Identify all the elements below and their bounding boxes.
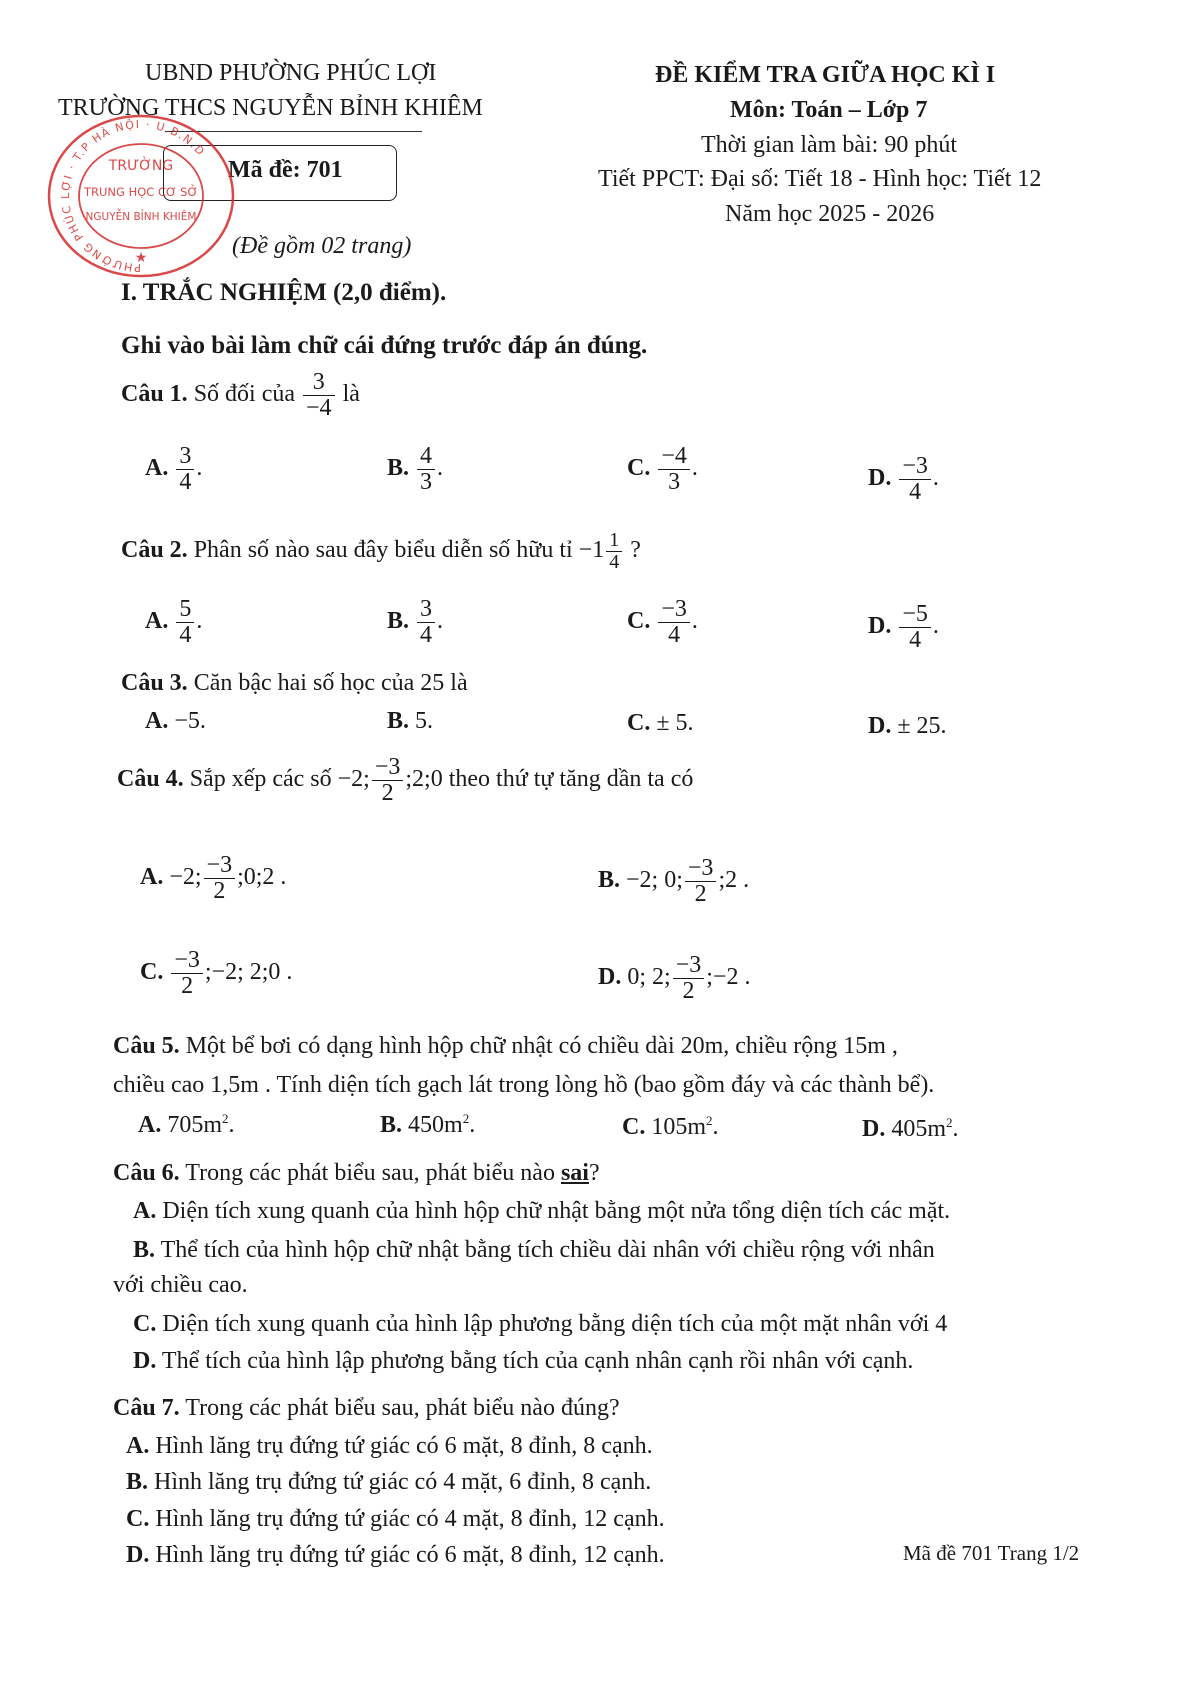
q6-option-d[interactable] xyxy=(133,1348,913,1375)
option-letter: A. xyxy=(145,455,169,482)
q2-suffix: ? xyxy=(630,537,641,564)
q6-option-a[interactable] xyxy=(133,1198,950,1225)
option-post: ;−2 . xyxy=(706,964,751,991)
option-exp: 2 xyxy=(946,1115,953,1130)
option-letter: B. xyxy=(387,455,410,482)
option-den: 4 xyxy=(909,479,922,506)
option-num: −5 xyxy=(899,602,931,628)
q2-label: Câu 2. xyxy=(121,537,188,564)
option-pre: −2; 0; xyxy=(626,867,683,894)
option-letter: D. xyxy=(868,465,892,492)
q2-mixed-whole: −1 xyxy=(578,537,605,564)
q7-text: Trong các phát biểu sau, phát biểu nào đúng? xyxy=(185,1395,620,1421)
option-letter: A. xyxy=(140,864,164,891)
stamp-line3: NGUYỄN BỈNH KHIÊM xyxy=(85,211,197,223)
option-letter: D. xyxy=(598,964,622,991)
q2-option-c[interactable]: C. $\frac{-3}{4}$ . xyxy=(627,596,698,649)
option-post: ;0;2 . xyxy=(237,864,287,891)
q3-option-a[interactable] xyxy=(145,708,206,735)
option-num: −4 xyxy=(658,444,690,470)
option-value: 705m xyxy=(167,1112,223,1138)
option-den: 2 xyxy=(694,881,707,908)
question-4 xyxy=(117,755,693,806)
q4-frac-den: 2 xyxy=(381,780,394,807)
q2-frac-num: 1 xyxy=(606,530,622,552)
stamp-line2: TRUNG HỌC CƠ SỞ xyxy=(84,185,198,199)
q4-seq-pre: −2; xyxy=(337,766,370,793)
option-den: 2 xyxy=(682,978,695,1005)
pages-note: (Đề gồm 02 trang) xyxy=(232,233,412,259)
q1-option-a[interactable]: A. $\frac{3}{4}$ . xyxy=(145,443,203,496)
option-letter: C. xyxy=(133,1311,157,1337)
option-letter: C. xyxy=(627,455,651,482)
q2-option-d[interactable]: D. $\frac{-5}{4}$ . xyxy=(868,601,939,654)
option-end: . xyxy=(712,1114,719,1140)
option-den: 2 xyxy=(213,878,226,905)
q5-label: Câu 5. xyxy=(113,1033,180,1059)
question-2 xyxy=(121,530,641,573)
option-end: . xyxy=(228,1112,235,1138)
q2-text: Phân số nào sau đây biểu diễn số hữu tỉ xyxy=(193,537,573,564)
option-num: 4 xyxy=(417,444,435,470)
option-letter: B. xyxy=(126,1469,149,1495)
q7-label: Câu 7. xyxy=(113,1395,180,1421)
option-letter: D. xyxy=(868,613,892,640)
option-num: 5 xyxy=(176,597,194,623)
subject-line: Môn: Toán – Lớp 7 xyxy=(730,97,928,123)
q7-option-d[interactable] xyxy=(126,1542,665,1569)
option-num: −3 xyxy=(685,856,717,882)
school-year-line: Năm học 2025 - 2026 xyxy=(725,201,935,227)
option-exp: 2 xyxy=(222,1111,229,1126)
option-num: −3 xyxy=(899,454,931,480)
duration-line: Thời gian làm bài: 90 phút xyxy=(701,132,957,158)
q4-suffix: theo thứ tự tăng dần ta có xyxy=(448,766,694,793)
q7-option-a[interactable] xyxy=(126,1433,653,1460)
q3-option-d[interactable] xyxy=(868,713,947,740)
authority-name: UBND PHƯỜNG PHÚC LỢI xyxy=(145,60,437,86)
option-den: 4 xyxy=(179,469,192,496)
option-text: Hình lăng trụ đứng tứ giác có 4 mặt, 8 đỉnh, 12 cạnh. xyxy=(155,1506,665,1532)
q2-option-b[interactable]: B. $\frac{3}{4}$ . xyxy=(387,596,444,649)
q4-label: Câu 4. xyxy=(117,766,184,793)
option-num: −3 xyxy=(204,853,236,879)
q6-option-b[interactable] xyxy=(133,1237,935,1264)
option-value: ± 5. xyxy=(656,710,694,736)
option-text: Thể tích của hình hộp chữ nhật bằng tích chiều dài nhân với chiều rộng với nhân xyxy=(160,1237,935,1263)
q6-label: Câu 6. xyxy=(113,1160,180,1186)
option-num: 3 xyxy=(417,597,435,623)
option-den: 4 xyxy=(668,622,681,649)
q6-text: Trong các phát biểu sau, phát biểu nào xyxy=(185,1160,555,1186)
q4-seq-post: ;2;0 xyxy=(405,766,443,793)
option-pre: 0; 2; xyxy=(627,964,671,991)
q4-option-b[interactable] xyxy=(598,856,749,907)
q5-line2: chiều cao 1,5m . Tính diện tích gạch lát trong lòng hồ (bao gồm đáy và các thành bể). xyxy=(113,1072,935,1098)
q4-text: Sắp xếp các số xyxy=(189,766,332,793)
option-post: ;2 . xyxy=(718,867,750,894)
option-letter: A. xyxy=(133,1198,157,1224)
option-letter: B. xyxy=(380,1112,403,1138)
option-letter: C. xyxy=(126,1506,150,1532)
question-7 xyxy=(113,1395,620,1422)
question-5 xyxy=(113,1033,898,1060)
option-post: ;−2; 2;0 . xyxy=(204,959,293,986)
stamp-ring-text: PHƯỜNG PHÚC LỢI · T.P HÀ NỘI · U.B.N.D xyxy=(59,117,208,275)
option-text: Hình lăng trụ đứng tứ giác có 6 mặt, 8 đỉnh, 8 cạnh. xyxy=(155,1433,653,1459)
q5-option-d[interactable] xyxy=(862,1115,959,1143)
option-text: Hình lăng trụ đứng tứ giác có 4 mặt, 6 đỉnh, 8 cạnh. xyxy=(154,1469,652,1495)
option-exp: 2 xyxy=(706,1113,713,1128)
q1-label: Câu 1. xyxy=(121,381,188,408)
q5-option-c[interactable] xyxy=(622,1113,719,1141)
option-letter: A. xyxy=(126,1433,150,1459)
q7-option-c[interactable] xyxy=(126,1506,665,1533)
question-3 xyxy=(121,670,468,697)
q4-option-d[interactable] xyxy=(598,953,750,1004)
q1-option-b[interactable]: B. $\frac{4}{3}$ . xyxy=(387,443,444,496)
q6-option-b-cont: với chiều cao. xyxy=(113,1272,248,1298)
option-letter: A. xyxy=(138,1112,162,1138)
q5-option-b[interactable] xyxy=(380,1111,475,1139)
option-text: Diện tích xung quanh của hình lập phương bằng diện tích của một mặt nhân với 4 xyxy=(162,1311,948,1337)
q3-option-b[interactable] xyxy=(387,708,433,735)
option-value: 105m xyxy=(651,1114,707,1140)
q1-frac-den: −4 xyxy=(306,395,332,422)
q3-label: Câu 3. xyxy=(121,670,188,696)
option-value: 450m xyxy=(408,1112,463,1138)
q7-option-b[interactable] xyxy=(126,1469,651,1496)
q6-key-word: sai xyxy=(560,1160,589,1186)
option-num: −3 xyxy=(673,953,705,979)
school-name: TRƯỜNG THCS NGUYỄN BỈNH KHIÊM xyxy=(58,95,483,121)
q6-end: ? xyxy=(588,1160,600,1186)
option-den: 4 xyxy=(179,622,192,649)
q5-option-a[interactable] xyxy=(138,1111,235,1139)
option-exp: 2 xyxy=(462,1111,470,1126)
q1-suffix: là xyxy=(342,381,360,408)
option-letter: A. xyxy=(145,708,169,734)
option-value: 405m xyxy=(891,1116,947,1142)
q2-frac-den: 4 xyxy=(609,551,620,573)
option-den: 4 xyxy=(420,622,433,649)
section-instruction: Ghi vào bài làm chữ cái đứng trước đáp án đúng. xyxy=(121,332,648,359)
option-num: 3 xyxy=(176,444,194,470)
option-letter: D. xyxy=(126,1542,150,1568)
question-1 xyxy=(121,370,360,421)
q4-frac-num: −3 xyxy=(372,755,404,781)
q2-option-a[interactable]: A. $\frac{5}{4}$ . xyxy=(145,596,203,649)
q1-text: Số đối của xyxy=(193,381,296,408)
option-letter: C. xyxy=(627,608,651,635)
option-text: Hình lăng trụ đứng tứ giác có 6 mặt, 8 đỉnh, 12 cạnh. xyxy=(155,1542,665,1568)
option-value: ± 25. xyxy=(897,713,947,739)
page-footer: Mã đề 701 Trang 1/2 xyxy=(903,1541,1080,1565)
option-den: 2 xyxy=(181,973,194,1000)
option-num: −3 xyxy=(171,948,203,974)
stamp-star-icon: ★ xyxy=(134,250,148,266)
exam-title: ĐỀ KIỂM TRA GIỮA HỌC KÌ I xyxy=(655,62,996,88)
option-den: 3 xyxy=(420,469,433,496)
option-letter: B. xyxy=(387,708,410,734)
option-letter: D. xyxy=(868,713,892,739)
option-letter: C. xyxy=(622,1114,646,1140)
q5-line1: Một bể bơi có dạng hình hộp chữ nhật có chiều dài 20m, chiều rộng 15m , xyxy=(185,1033,898,1059)
option-end: . xyxy=(469,1112,476,1138)
q1-option-c[interactable]: C. $\frac{-4}{3}$ . xyxy=(627,443,698,496)
ppct-line: Tiết PPCT: Đại số: Tiết 18 - Hình học: Tiết 12 xyxy=(598,166,1042,192)
q1-option-d[interactable]: D. $\frac{-3}{4}$ . xyxy=(868,453,939,506)
option-letter: B. xyxy=(387,608,410,635)
q4-option-c[interactable] xyxy=(140,948,292,999)
option-letter: D. xyxy=(862,1116,886,1142)
stamp-line1: TRƯỜNG xyxy=(108,158,174,174)
option-den: 3 xyxy=(668,469,681,496)
q6-option-c[interactable] xyxy=(133,1311,947,1338)
option-letter: A. xyxy=(145,608,169,635)
option-num: −3 xyxy=(658,597,690,623)
exam-code: Mã đề: 701 xyxy=(228,157,343,183)
q3-text: Căn bậc hai số học của 25 là xyxy=(193,670,468,696)
q4-option-a[interactable] xyxy=(140,853,286,904)
option-den: 4 xyxy=(909,627,922,654)
option-text: Thể tích của hình lập phương bằng tích của cạnh nhân cạnh rồi nhân với cạnh. xyxy=(161,1348,914,1374)
section-title: I. TRẮC NGHIỆM (2,0 điểm). xyxy=(121,279,447,306)
option-letter: C. xyxy=(627,710,651,736)
option-letter: B. xyxy=(598,867,621,894)
q1-frac-num: 3 xyxy=(303,370,335,396)
option-pre: −2; xyxy=(169,864,202,891)
option-value: 5. xyxy=(415,708,434,734)
q3-option-c[interactable] xyxy=(627,710,694,737)
question-6 xyxy=(113,1160,600,1187)
option-text: Diện tích xung quanh của hình hộp chữ nhật bằng một nửa tổng diện tích các mặt. xyxy=(162,1198,951,1224)
option-letter: B. xyxy=(133,1237,156,1263)
option-letter: C. xyxy=(140,959,164,986)
option-end: . xyxy=(952,1116,959,1142)
option-letter: D. xyxy=(133,1348,157,1374)
school-stamp xyxy=(42,112,240,282)
option-value: −5. xyxy=(174,708,206,734)
